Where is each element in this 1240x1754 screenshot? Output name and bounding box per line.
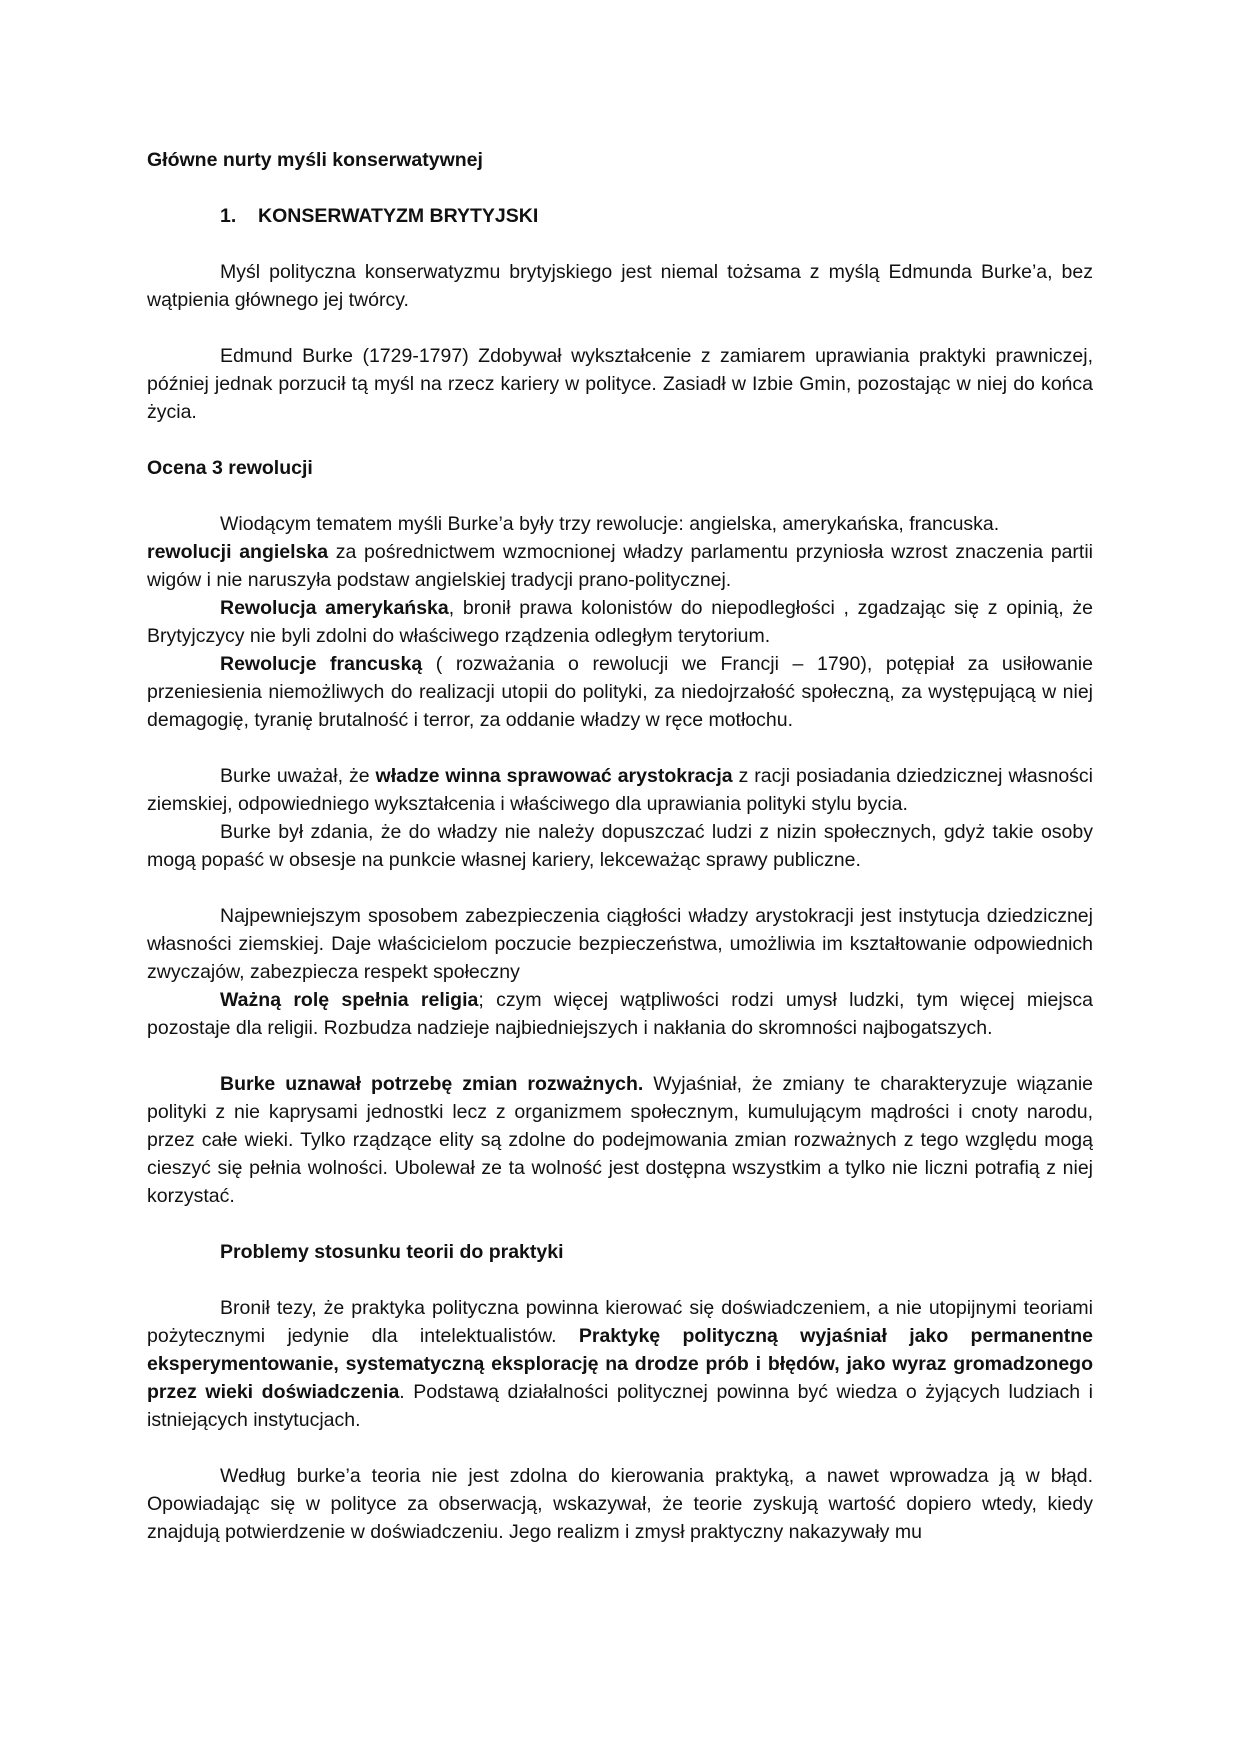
prudent-change-term: Burke uznawał potrzebę zmian rozważnych. xyxy=(220,1073,644,1095)
prudent-change-text: Wyjaśniał, że zmiany te charakteryzuje wiązanie polityki z nie kaprysami jednostki lecz z organizmem społecznym, kumulującym mądrości i cnoty narodu, przez całe wieki. Tylko rządzące elity są zdolne do podejmowania zmian rozważnych z tego względu mogą cieszyć się pełnia wolności. Ubolewał ze ta wolność jest dostępna wszystkim a tylko nie liczni potrafią z niej korzystać. xyxy=(147,1073,1093,1207)
paragraph-religion xyxy=(147,986,1093,1042)
political-practice-text-a: Bronił tezy, że praktyka polityczna powinna kierować się doświadczeniem, a nie utopijnymi teoriami pożytecznymi jedynie dla intelektualistów. xyxy=(147,1297,1093,1347)
french-revolution-text: ( rozważania o rewolucji we Francji – 1790), potępiał za usiłowanie przeniesienia niemożliwych do realizacji utopii do polityki, za niedojrzałość społeczną, za występującą w niej demagogię, tyranię brutalność i terror, za oddanie władzy w ręce motłochu. xyxy=(147,653,1093,731)
english-revolution-term: rewolucji angielska xyxy=(147,541,329,563)
paragraph-theory-vs-practice: Według burke’a teoria nie jest zdolna do kierowania praktyką, a nawet wprowadza ją w błąd. Opowiadając się w polityce za obserwacją, wskazywał, że teorie zyskują wartość dopiero wtedy, kiedy znajdują potwierdzenie w doświadczeniu. Jego realizm i zmysł praktyczny nakazywały mu xyxy=(147,1465,1093,1543)
heading-theory-practice: Problemy stosunku teorii do praktyki xyxy=(220,1241,564,1263)
aristocracy-text-a: Burke uważał, że xyxy=(220,765,376,787)
political-practice-text-b: . Podstawą działalności politycznej powinna być wiedza o żyjących ludziach i istniejących instytucjach. xyxy=(147,1381,1093,1431)
political-practice-term: Praktykę polityczną wyjaśniał jako permanentne eksperymentowanie, systematyczną eksplorację na drodze prób i błędów, jako wyraz gromadzonego przez wieki doświadczenia xyxy=(147,1325,1094,1403)
religion-term: Ważną rolę spełnia religia xyxy=(220,989,479,1011)
paragraph-french-revolution xyxy=(147,650,1093,734)
section-heading-british-conservatism xyxy=(147,202,1093,230)
english-revolution-text: za pośrednictwem wzmocnionej władzy parlamentu przyniosła wzrost znaczenia partii wigów i nie naruszyła podstaw angielskiej tradycji prano-politycznej. xyxy=(147,541,1093,591)
section-number: 1. xyxy=(220,205,237,227)
paragraph-english-revolution xyxy=(147,538,1093,594)
paragraph-land-ownership: Najpewniejszym sposobem zabezpieczenia ciągłości władzy arystokracji jest instytucja dziedzicznej własności ziemskiej. Daje właścicielom poczucie bezpieczeństwa, umożliwia im kształtowanie odpowiednich zwyczajów, zabezpiecza respekt społeczny xyxy=(147,905,1093,983)
paragraph-lower-classes: Burke był zdania, że do władzy nie należy dopuszczać ludzi z nizin społecznych, gdyż takie osoby mogą popaść w obsesje na punkcie własnej kariery, lekceważąc sprawy publiczne. xyxy=(147,821,1093,871)
paragraph-political-practice xyxy=(147,1294,1093,1434)
document-body xyxy=(147,146,1093,1546)
section-label: KONSERWATYZM BRYTYJSKI xyxy=(258,205,539,227)
paragraph-burke-bio: Edmund Burke (1729-1797) Zdobywał wykształcenie z zamiarem uprawiania praktyki prawniczej, później jednak porzucił tą myśl na rzecz kariery w polityce. Zasiadł w Izbie Gmin, pozostając w niej do końca życia. xyxy=(147,345,1093,423)
american-revolution-text: , bronił prawa kolonistów do niepodległości , zgadzając się z opinią, że Brytyjczycy nie byli zdolni do właściwego rządzenia odległym terytorium. xyxy=(147,597,1093,647)
paragraph-revolutions-theme: Wiodącym tematem myśli Burke’a były trzy rewolucje: angielska, amerykańska, francuska. xyxy=(220,513,1000,535)
aristocracy-text-b: z racji posiadania dziedzicznej własności ziemskiej, odpowiedniego wykształcenia i właściwego dla uprawiania polityki stylu bycia. xyxy=(147,765,1093,815)
paragraph-american-revolution xyxy=(147,594,1093,650)
paragraph-prudent-change xyxy=(147,1070,1093,1210)
paragraph-aristocracy xyxy=(147,762,1093,818)
religion-text: ; czym więcej wątpliwości rodzi umysł ludzki, tym więcej miejsca pozostaje dla religii. Rozbudza nadzieje najbiedniejszych i nakłania do skromności najbogatszych. xyxy=(147,989,1093,1039)
french-revolution-term: Rewolucje francuską xyxy=(220,653,423,675)
document-title: Główne nurty myśli konserwatywnej xyxy=(147,149,483,171)
heading-revolutions: Ocena 3 rewolucji xyxy=(147,457,313,479)
american-revolution-term: Rewolucja amerykańska xyxy=(220,597,449,619)
paragraph-intro: Myśl polityczna konserwatyzmu brytyjskiego jest niemal tożsama z myślą Edmunda Burke’a, bez wątpienia głównego jej twórcy. xyxy=(147,261,1093,311)
aristocracy-term: władze winna sprawować arystokracja xyxy=(375,765,733,787)
